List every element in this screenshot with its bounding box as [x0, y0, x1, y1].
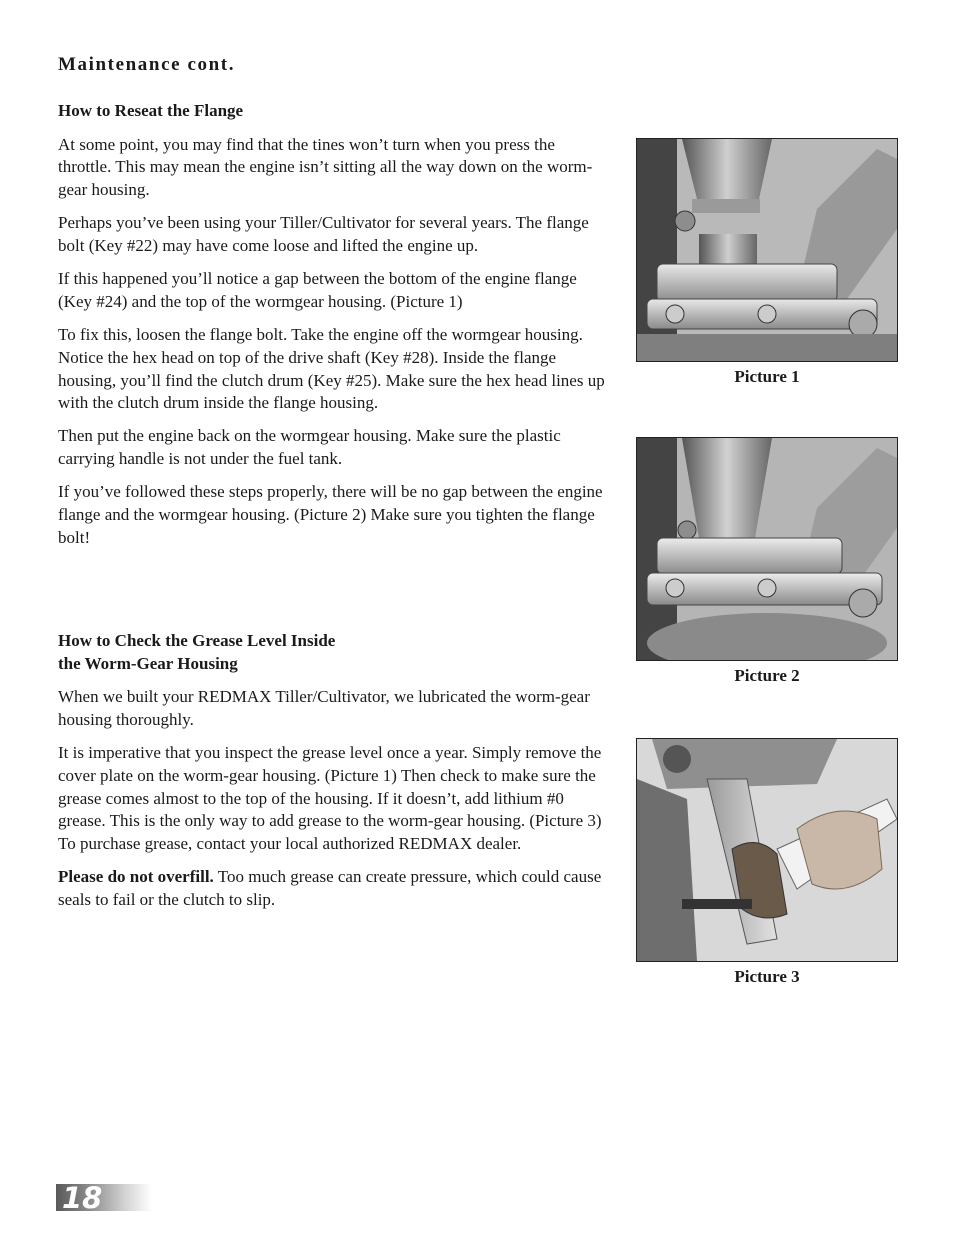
section-title: Maintenance cont. — [58, 54, 236, 75]
photo-engine-flange-gap — [636, 138, 898, 362]
photo-engine-flange-seated — [636, 437, 898, 661]
paragraph: To fix this, loosen the flange bolt. Take the engine off the wormgear housing. Notice the hex head on top of the drive shaft (Key #28). Inside the flange housing, you’ll find the clutch drum (Key #25). Make sure the hex head lines up with the clutch drum inside the flange housing. — [58, 325, 605, 413]
figure-picture-1 — [636, 138, 898, 387]
figure-caption: Picture 3 — [734, 967, 800, 986]
paragraph — [58, 866, 610, 911]
figure-picture-2 — [636, 437, 898, 686]
figure-picture-3 — [636, 738, 898, 987]
grease-level-section — [58, 630, 610, 922]
reseat-flange-section — [58, 100, 610, 560]
heading-line-1: How to Check the Grease Level Inside — [58, 631, 336, 650]
figure-caption: Picture 2 — [734, 666, 800, 685]
paragraph: If you’ve followed these steps properly, there will be no gap between the engine flange and the wormgear housing. (Picture 2) Make sure you tighten the flange bolt! — [58, 482, 603, 547]
reseat-flange-heading: How to Reseat the Flange — [58, 101, 244, 120]
paragraph: It is imperative that you inspect the grease level once a year. Simply remove the cover plate on the worm-gear housing. (Picture 1) Then check to make sure the grease comes almost to the top of the housing. If it doesn’t, add lithium #0 grease. This is the only way to add grease to the worm-gear housing. (Picture 3) To purchase grease, contact your local authorized REDMAX dealer. — [58, 743, 602, 854]
paragraph: Then put the engine back on the wormgear housing. Make sure the plastic carrying handle is not under the fuel tank. — [58, 426, 561, 469]
overfill-warning-text: Too much grease can create pressure, which could cause seals to fail or the clutch to slip. — [58, 867, 602, 910]
paragraph: When we built your REDMAX Tiller/Cultivator, we lubricated the worm-gear housing thoroughly. — [58, 687, 590, 730]
page-number-badge — [56, 1181, 152, 1215]
page-number: 18 — [62, 1181, 103, 1215]
photo-adding-grease — [636, 738, 898, 962]
paragraph: Perhaps you’ve been using your Tiller/Cultivator for several years. The flange bolt (Key #22) may have come loose and lifted the engine up. — [58, 213, 589, 256]
grease-level-heading — [58, 630, 610, 675]
overfill-warning: Please do not overfill. — [58, 867, 214, 887]
paragraph: At some point, you may find that the tines won’t turn when you press the throttle. This may mean the engine isn’t sitting all the way down on the worm-gear housing. — [58, 134, 593, 200]
heading-line-2: the Worm-Gear Housing — [58, 653, 238, 673]
figure-caption: Picture 1 — [734, 367, 800, 386]
paragraph: If this happened you’ll notice a gap between the bottom of the engine flange (Key #24) and the top of the wormgear housing. (Picture 1) — [58, 269, 577, 311]
